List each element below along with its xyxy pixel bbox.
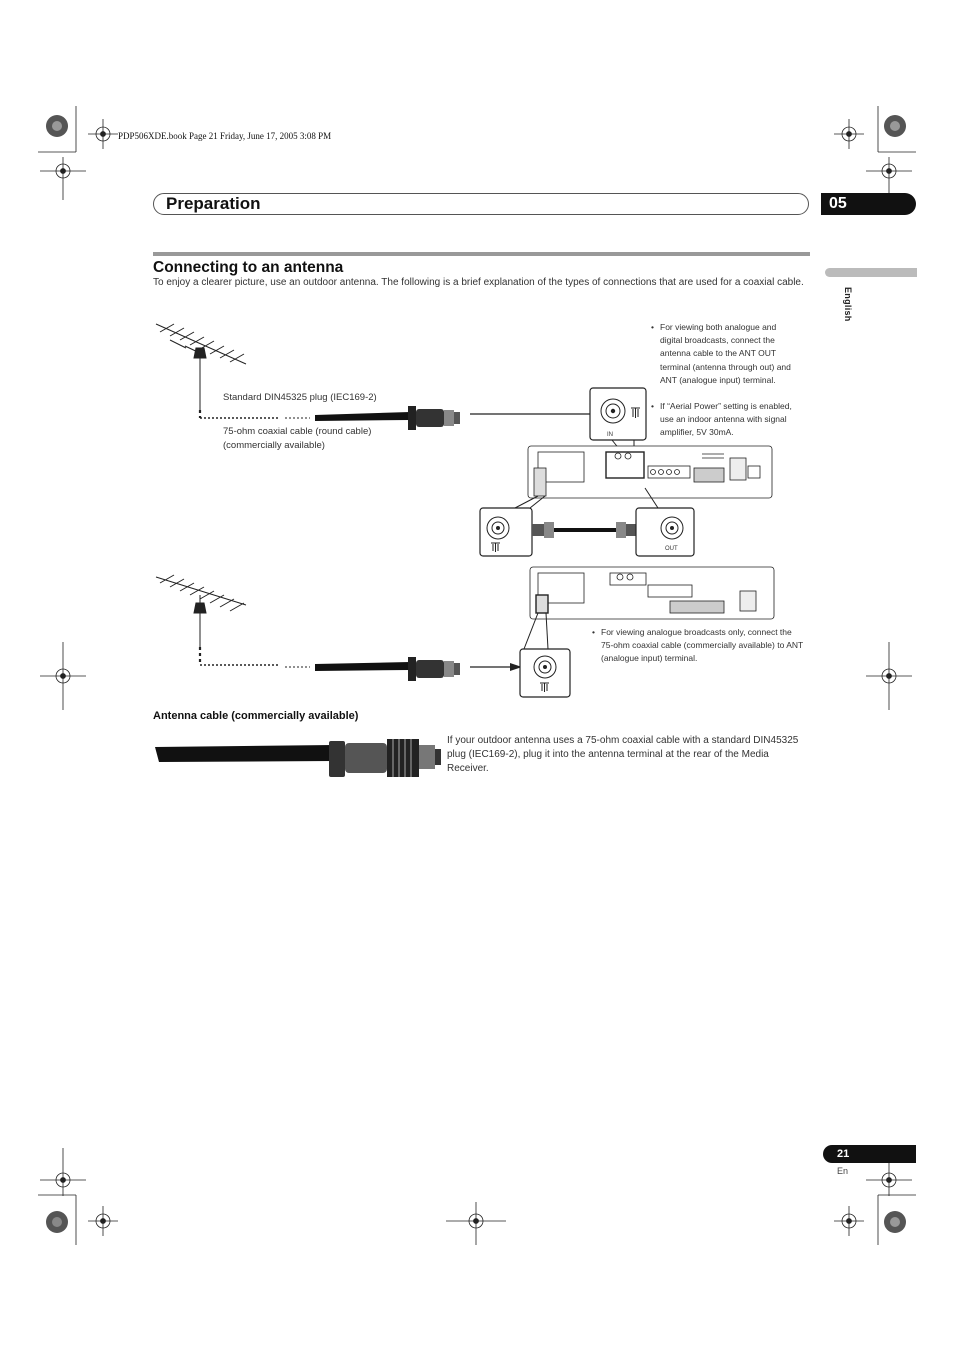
registration-mark-icon [834,119,864,149]
antenna-terminal-icon [520,649,570,697]
rear-panel-diagram [530,567,774,619]
intro-paragraph: To enjoy a clearer picture, use an outdoor antenna. The following is a brief explanation of the types of connections that are used for a coaxial cable. [153,277,804,288]
antenna-terminal-icon [480,508,532,556]
registration-mark-icon [88,1206,118,1236]
registration-mark-icon [46,115,68,137]
registration-mark-icon [834,1206,864,1236]
registration-mark-icon [446,1202,506,1245]
coaxial-plug-icon [408,406,460,430]
diagram2-note-1: • For viewing analogue broadcasts only, connect the 75-ohm coaxial cable (commercially available) to ANT (analogue input) terminal. [592,627,804,664]
coaxial-plug-icon [408,657,460,681]
plug-label: Standard DIN45325 plug (IEC169-2) [223,392,377,403]
registration-mark-icon [884,1211,906,1233]
cable-label-line1: 75-ohm coaxial cable (round cable) [223,426,372,437]
antenna-icon [156,575,246,647]
language-tab-label: English [843,287,853,322]
page-number: 21 [823,1145,916,1163]
language-tab-bar [825,268,917,277]
cable-label-line2: (commercially available) [223,440,325,451]
diagram1-note-1: • For viewing both analogue and digital broadcasts, connect the antenna cable to the ANT OUT terminal (antenna through out) and ANT (analogue input) terminal. [651,322,791,385]
diagram1-note-2: • If “Aerial Power” setting is enabled, use an indoor antenna with signal amplifier, 5V 30mA. [651,401,792,438]
registration-mark-icon [40,1148,86,1196]
coaxial-plug-icon [532,522,638,538]
section-divider [153,252,810,256]
antenna-terminal-icon [590,388,646,440]
rear-panel-diagram [528,446,772,498]
cable-section-heading: Antenna cable (commercially available) [153,710,359,722]
out-label: OUT [665,546,678,552]
registration-mark-icon [40,642,86,710]
page-language-code: En [837,1166,849,1176]
antenna-cable-illustration [153,735,443,785]
page-title: Preparation [166,194,261,213]
registration-mark-icon [46,1211,68,1233]
registration-mark-icon [40,157,86,200]
section-title: Connecting to an antenna [153,259,344,276]
book-info: PDP506XDE.book Page 21 Friday, June 17, 2005 3:08 PM [118,131,332,141]
in-label: IN [607,432,613,438]
registration-mark-icon [88,119,118,149]
cable-section-caption: If your outdoor antenna uses a 75-ohm coaxial cable with a standard DIN45325 plug (IEC169-2), plug it into the antenna terminal at the rear of the Media Receiver. [447,735,799,774]
registration-mark-icon [866,642,912,710]
registration-mark-icon [884,115,906,137]
chapter-number: 05 [821,193,916,215]
